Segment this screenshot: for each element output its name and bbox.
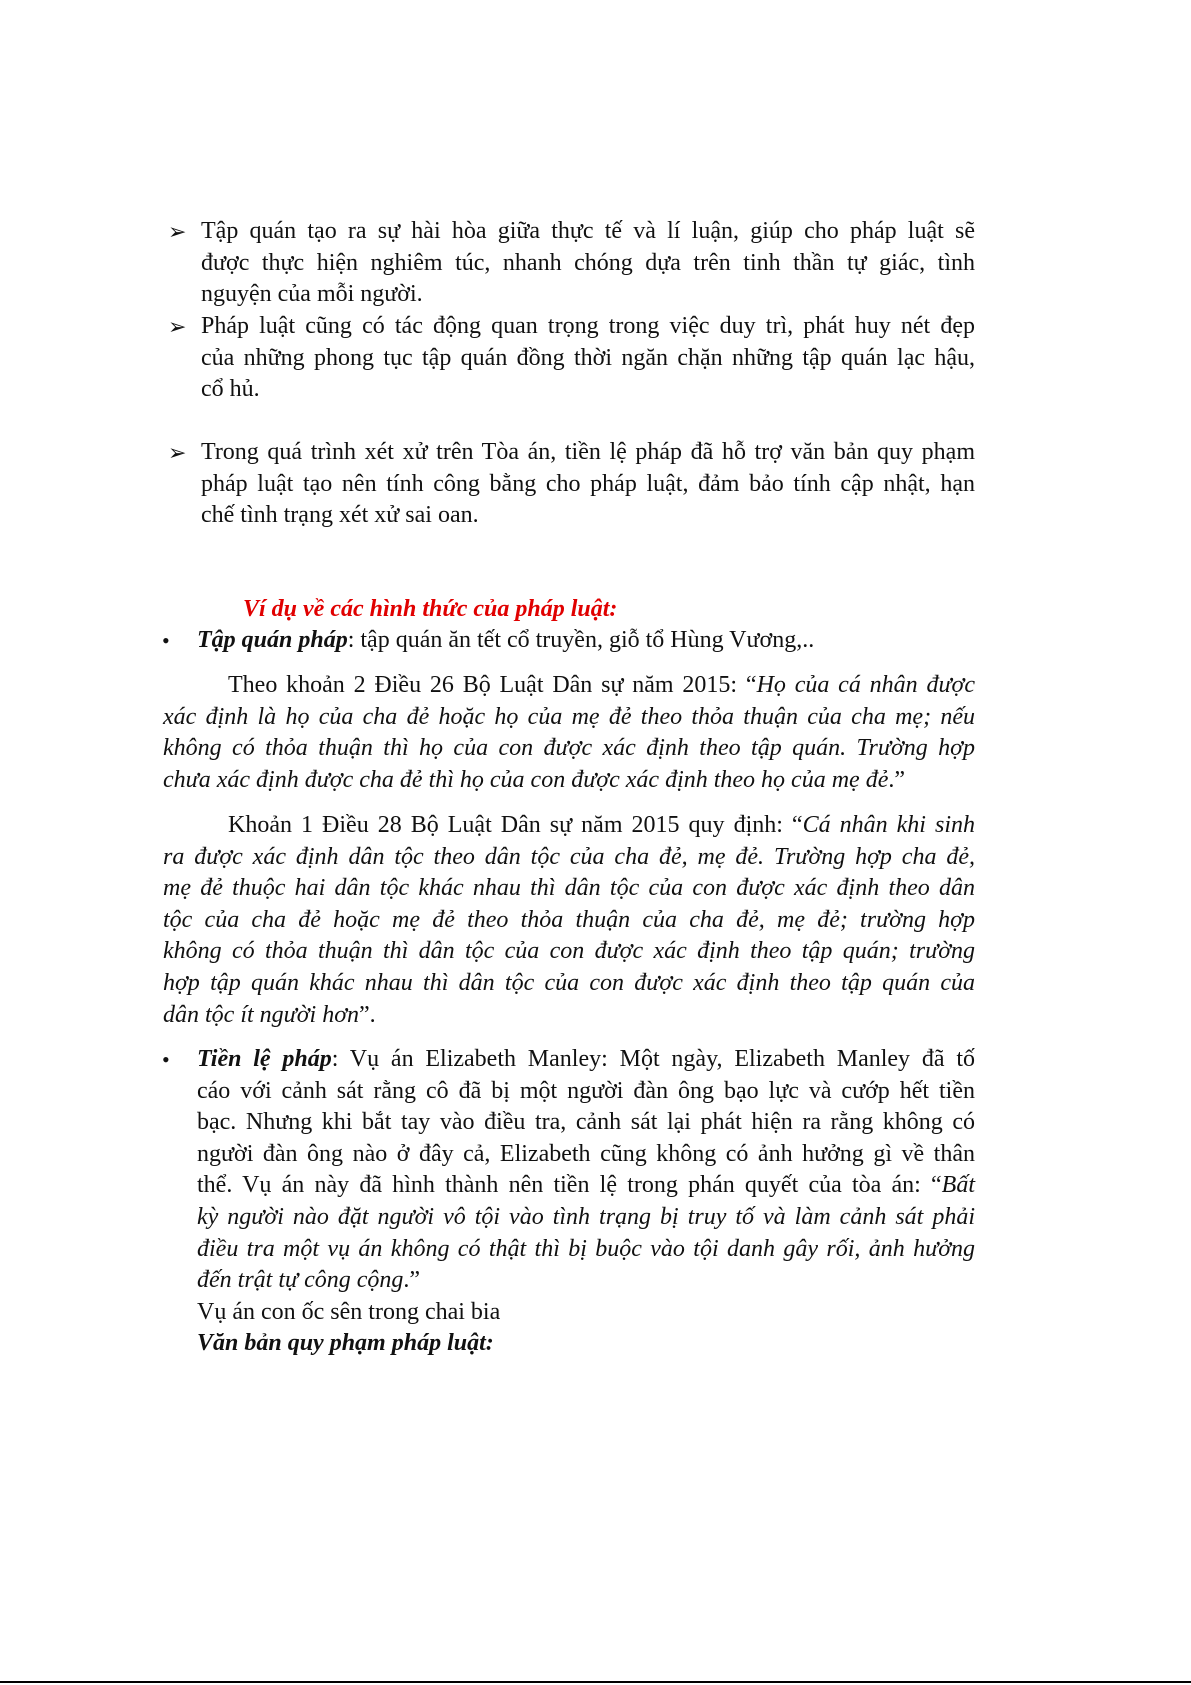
text-line [201, 216, 975, 248]
emphasized-text: Văn bản quy phạm pháp luật: [197, 1330, 494, 1356]
text-line [197, 1234, 975, 1266]
arrow-bullet-icon: ➢ [168, 314, 187, 339]
emphasized-text: Cá nhân khi sinh [802, 812, 975, 838]
text-run: .” [888, 766, 905, 793]
text-line [163, 702, 975, 734]
page-bottom-rule [0, 1681, 1191, 1683]
arrow-item-1 [201, 216, 975, 311]
text-line [163, 733, 975, 765]
emphasized-text: dân tộc ít người hơn [163, 1001, 360, 1028]
text-line [201, 500, 975, 532]
text-line [163, 842, 975, 874]
emphasized-text: Họ của cá nhân được [756, 672, 976, 698]
line-oc-sen [197, 1297, 975, 1329]
bullet-tien-le-phap [197, 1044, 975, 1297]
emphasized-text: Bất [941, 1172, 975, 1199]
text-run: pháp luật tạo nên tính công bằng cho pháp luật, đảm bảo tính cập nhật, hạn [201, 470, 975, 497]
text-run: Trong quá trình xét xử trên Tòa án, tiền lệ pháp đã hỗ trợ văn bản quy phạm [201, 439, 975, 465]
text-run: được thực hiện nghiêm túc, nhanh chóng dựa trên tinh thần tự giác, tình [201, 249, 975, 276]
text-run: Khoản 1 Điều 28 Bộ Luật Dân sự năm 2015 quy định: “ [228, 812, 803, 838]
text-line [197, 1044, 975, 1076]
text-line [197, 1202, 975, 1234]
text-run: Pháp luật cũng có tác động quan trọng trong việc duy trì, phát huy nét đẹp [201, 313, 975, 339]
line-van-ban [197, 1328, 975, 1360]
text-line [201, 469, 975, 501]
arrow-bullet-icon: ➢ [168, 440, 187, 465]
emphasized-text: hợp tập quán khác nhau thì dân tộc của con được xác định theo tập quán của [163, 969, 975, 996]
bullet-tap-quan-phap [197, 625, 975, 657]
text-run: Vụ án con ốc sên trong chai bia [197, 1299, 501, 1325]
text-run: của những phong tục tập quán đồng thời ngăn chặn những tập quán lạc hậu, [201, 344, 975, 371]
text-run: bạc. Nhưng khi bắt tay vào điều tra, cảnh sát lại phát hiện ra rằng không có [197, 1109, 975, 1136]
text-line [163, 968, 975, 1000]
text-line [163, 810, 975, 842]
text-run: người đàn ông nào ở đây cả, Elizabeth cũng không có ảnh hưởng gì về thân [197, 1140, 975, 1167]
text-line [197, 1170, 975, 1202]
text-line [163, 873, 975, 905]
text-line [201, 279, 975, 311]
text-run: : Vụ án Elizabeth Manley: Một ngày, Elizabeth Manley đã tố [331, 1046, 975, 1072]
text-run: chế tình trạng xét xử sai oan. [201, 502, 479, 529]
bullet-icon: • [162, 628, 170, 653]
emphasized-text: Tập quán pháp [197, 627, 348, 653]
arrow-bullet-icon: ➢ [168, 219, 187, 244]
text-run: Tập quán tạo ra sự hài hòa giữa thực tế và lí luận, giúp cho pháp luật sẽ [201, 218, 975, 244]
emphasized-text: tộc của cha đẻ hoặc mẹ đẻ theo thỏa thuận của cha đẻ, mẹ đẻ; trường hợp [163, 906, 975, 933]
paragraph-dieu-28 [163, 810, 975, 1031]
emphasized-text: mẹ đẻ thuộc hai dân tộc khác nhau thì dân tộc của con được xác định theo dân [163, 875, 975, 902]
emphasized-text: điều tra một vụ án không có thật thì bị buộc vào tội danh gây rối, ảnh hưởng [197, 1235, 975, 1262]
text-run: thể. Vụ án này đã hình thành nên tiền lệ trong phán quyết của tòa án: “ [197, 1172, 942, 1199]
arrow-item-3 [201, 437, 975, 532]
text-run: cổ hủ. [201, 376, 260, 403]
text-run: : tập quán ăn tết cổ truyền, giỗ tổ Hùng Vương,.. [347, 627, 815, 653]
text-line [197, 1076, 975, 1108]
bullet-icon: • [162, 1047, 170, 1072]
text-line [201, 437, 975, 469]
text-run: .” [403, 1267, 421, 1294]
text-line [197, 1265, 975, 1297]
emphasized-text: không có thỏa thuận thì dân tộc của con được xác định theo tập quán; trường [163, 938, 975, 965]
text-line [201, 374, 975, 406]
text-run: cáo với cảnh sát rằng cô đã bị một người đàn ông bạo lực và cướp hết tiền [197, 1077, 975, 1104]
emphasized-text: chưa xác định được cha đẻ thì họ của con được xác định theo họ của mẹ đẻ [163, 766, 889, 793]
emphasized-text: đến trật tự công cộng [197, 1267, 404, 1294]
text-line [197, 625, 975, 657]
text-line [201, 311, 975, 343]
emphasized-text: ra được xác định dân tộc theo dân tộc của cha đẻ, mẹ đẻ. Trường hợp cha đẻ, [163, 843, 975, 870]
emphasized-text: xác định là họ của cha đẻ hoặc họ của mẹ đẻ theo thỏa thuận của cha mẹ; nếu [163, 703, 975, 730]
text-line [163, 765, 975, 797]
text-run: Theo khoản 2 Điều 26 Bộ Luật Dân sự năm 2015: “ [228, 672, 757, 698]
text-line [197, 1328, 975, 1360]
arrow-item-2 [201, 311, 975, 406]
text-line [163, 905, 975, 937]
text-line [197, 1297, 975, 1329]
text-run: ”. [359, 1001, 376, 1028]
text-line [197, 1139, 975, 1171]
text-line [163, 936, 975, 968]
emphasized-text: không có thỏa thuận thì họ của con được xác định theo tập quán. Trường hợp [163, 735, 975, 762]
text-line [163, 1000, 975, 1032]
section-heading: Ví dụ về các hình thức của pháp luật: [243, 596, 618, 622]
text-line [163, 670, 975, 702]
text-line [201, 343, 975, 375]
emphasized-text: Tiền lệ pháp [197, 1046, 332, 1072]
text-line [197, 1107, 975, 1139]
emphasized-text: kỳ người nào đặt người vô tội vào tình trạng bị truy tố và làm cảnh sát phải [197, 1203, 975, 1230]
text-line [201, 248, 975, 280]
paragraph-dieu-26 [163, 670, 975, 796]
text-run: nguyện của mỗi người. [201, 281, 423, 308]
